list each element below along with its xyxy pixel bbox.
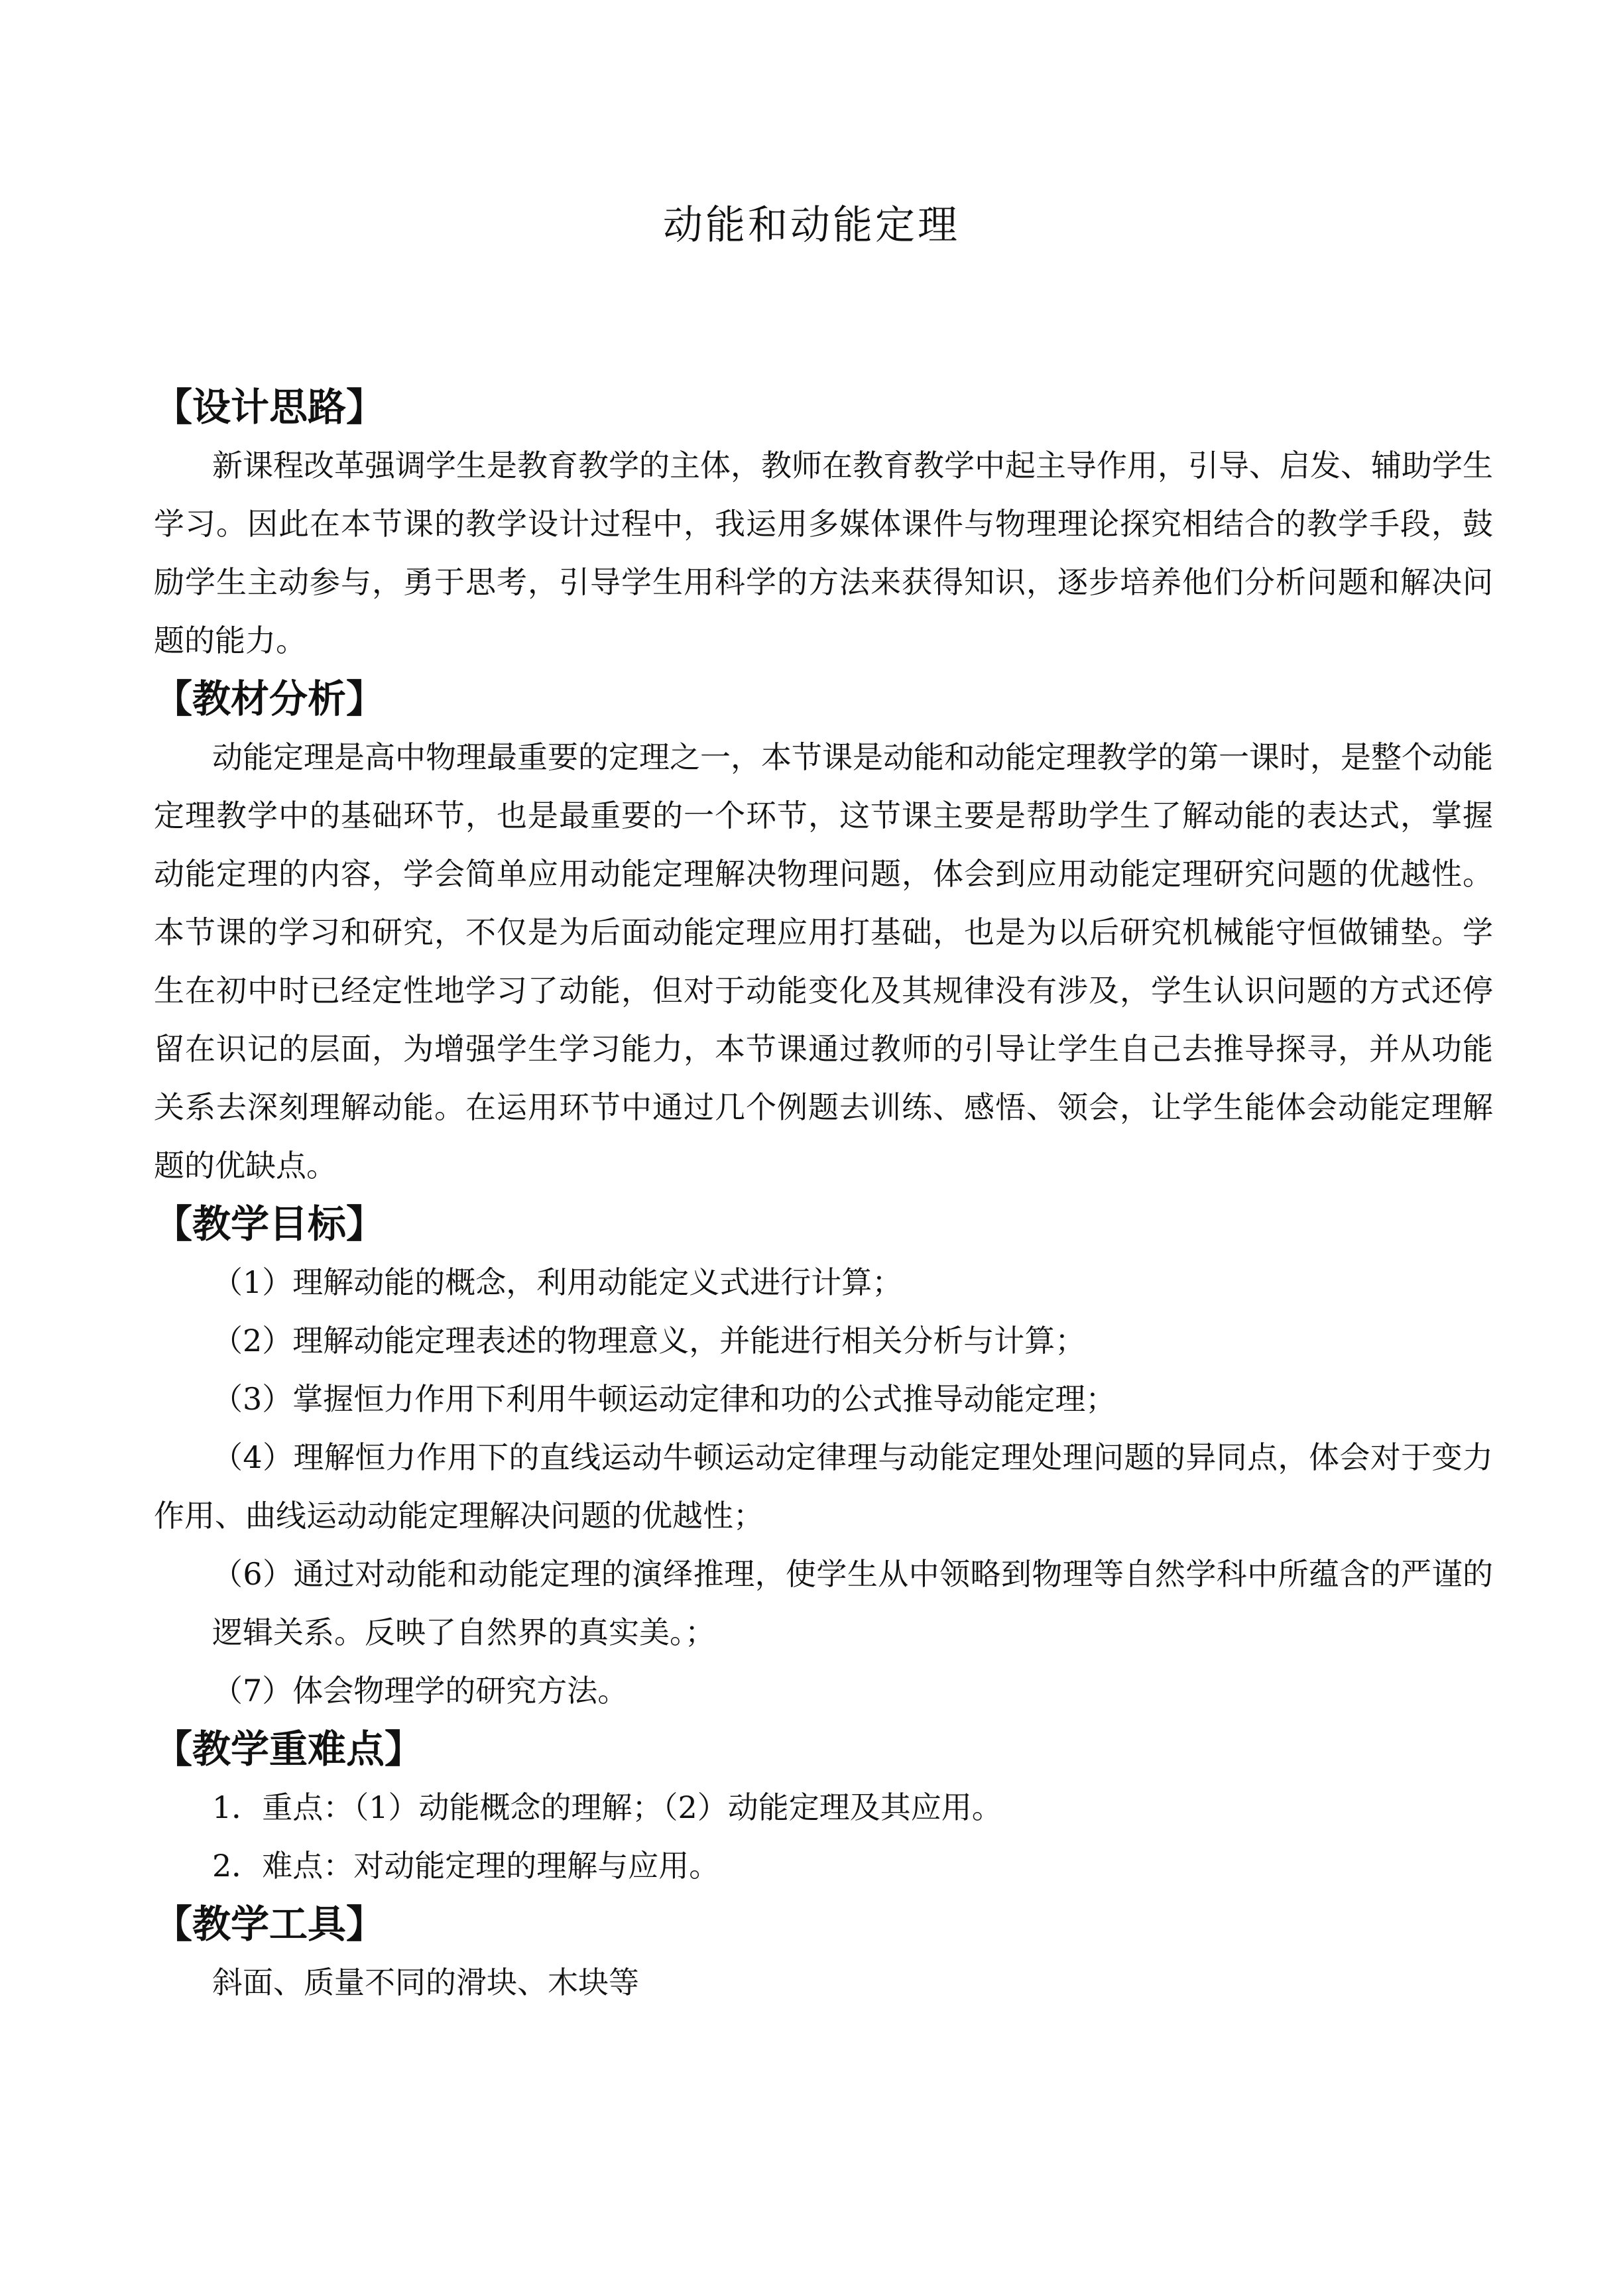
section-heading-analysis: 【教材分析】 bbox=[154, 676, 385, 721]
objective-item: （2）理解动能定理表述的物理意义，并能进行相关分析与计算； bbox=[212, 1323, 1086, 1359]
tools-text: 斜面、质量不同的滑块、木块等 bbox=[212, 1964, 639, 2000]
design-paragraph: 新课程改革强调学生是教育教学的主体，教师在教育教学中起主导作用，引导、启发、辅助学生学习。因此在本节课的教学设计过程中，我运用多媒体课件与物理理论探究相结合的教学手段，鼓励学生主动参与，勇于思考，引导学生用科学的方法来获得知识，逐步培养他们分析问题和解决问题的能力。 bbox=[154, 448, 1493, 658]
section-heading-tools: 【教学工具】 bbox=[154, 1902, 385, 1947]
objective-item: （6）通过对动能和动能定理的演绎推理，使学生从中领略到物理等自然学科中所蕴含的严谨的逻辑关系。反映了自然界的真实美。； bbox=[212, 1556, 1493, 1650]
keypoint-item: 1．重点：（1）动能概念的理解；（2）动能定理及其应用。 bbox=[212, 1789, 1002, 1825]
objective-item: （4）理解恒力作用下的直线运动牛顿运动定律理与动能定理处理问题的异同点，体会对于变力作用、曲线运动动能定理解决问题的优越性； bbox=[154, 1439, 1493, 1534]
section-heading-design: 【设计思路】 bbox=[154, 385, 385, 430]
analysis-paragraph: 动能定理是高中物理最重要的定理之一，本节课是动能和动能定理教学的第一课时，是整个动能定理教学中的基础环节，也是最重要的一个环节，这节课主要是帮助学生了解动能的表达式，掌握动能定理的内容，学会简单应用动能定理解决物理问题，体会到应用动能定理研究问题的优越性。本节课的学习和研究，不仅是为后面动能定理应用打基础，也是为以后研究机械能守恒做铺垫。学生在初中时已经定性地学习了动能，但对于动能变化及其规律没有涉及，学生认识问题的方式还停留在识记的层面，为增强学生学习能力，本节课通过教师的引导让学生自己去推导探寻，并从功能关系去深刻理解动能。在运用环节中通过几个例题去训练、感悟、领会，让学生能体会动能定理解题的优缺点。 bbox=[154, 739, 1493, 1183]
objective-item: （1）理解动能的概念，利用动能定义式进行计算； bbox=[212, 1264, 903, 1300]
keypoint-item: 2．难点：对动能定理的理解与应用。 bbox=[212, 1848, 720, 1884]
section-heading-objectives: 【教学目标】 bbox=[154, 1201, 385, 1246]
section-heading-keypoints: 【教学重难点】 bbox=[154, 1726, 424, 1772]
objective-item: （3）掌握恒力作用下利用牛顿运动定律和功的公式推导动能定理； bbox=[212, 1381, 1116, 1417]
document-body bbox=[154, 378, 1493, 2012]
page-title: 动能和动能定理 bbox=[663, 202, 960, 249]
objective-item: （7）体会物理学的研究方法。 bbox=[212, 1673, 629, 1709]
